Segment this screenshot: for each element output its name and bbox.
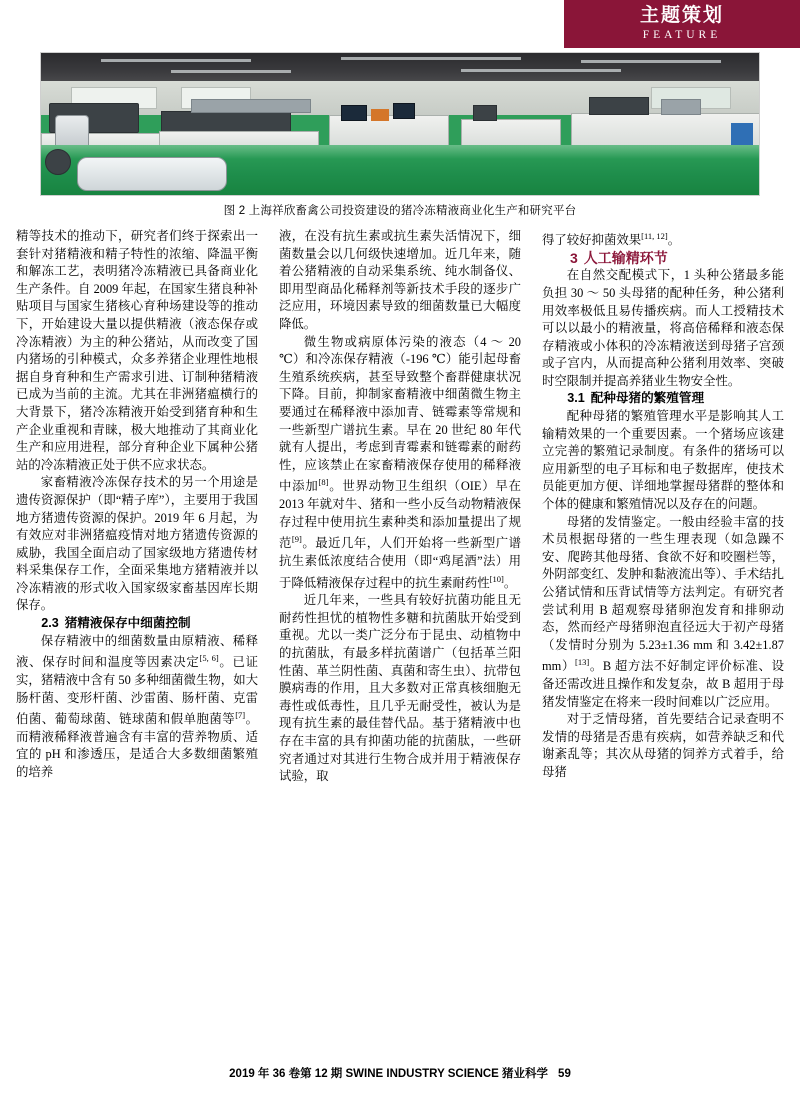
figure-block (40, 52, 760, 218)
section-title: 人工输精环节 (583, 249, 668, 266)
section-number: 2.3 (41, 616, 59, 631)
paragraph: 保存精液中的细菌数量由原精液、稀释液、保存时间和温度等因素决定[5, 6]。已证实，猪精液中含有 50 多种细菌微生物，如大肠杆菌、变形杆菌、沙雷菌、肠杆菌、克雷伯菌、葡萄球菌、链球菌和假单胞菌等[7]。而精液稀释液普遍含有丰富的营养物质、适宜的 pH 和渗透压，是适合大多数细菌繁殖的培养 (16, 633, 259, 780)
header-title-cn: 主题策划 (639, 5, 724, 27)
section-number: 3 (570, 249, 578, 266)
paragraph: 液，在没有抗生素或抗生素失活情况下，细菌数量会以几何级快速增加。近几年来，随着公猪精液的自动采集系统、纯水制备仪、即用型商品化稀释剂等新技术手段的逐步广泛应用，环境因素导致的细菌数量已大幅度降低。 (279, 229, 521, 331)
section-number: 3.1 (567, 391, 585, 406)
paragraph: 近几年来，一些具有较好抗菌功能且无耐药性担忧的植物性多糖和抗菌肽开始受到重视。尤以一类广泛分布于昆虫、动植物中的抗菌肽，有最多样抗菌谱广（包括革兰阳性菌、革兰阴性菌、真菌和寄生虫）、抗带包膜病毒的作用，且大多数对正常真核细胞无毒性或低毒性，且几乎无耐受性，被认为是现有抗生素的最佳替代品。基于猪精液中也存在丰富的具有抑菌功能的抗菌肽，一些研究者通过对其进行生物合成并用于精液保存试验，取 (279, 593, 521, 784)
paragraph: 得了较好抑菌效果[11, 12]。 (542, 231, 681, 248)
journal-info: 2019 年 36 卷第 12 期 SWINE INDUSTRY SCIENCE 猪业科学 (229, 1068, 549, 1080)
page-footer (0, 1065, 800, 1081)
section-heading-3 (542, 250, 784, 268)
article-columns (12, 228, 788, 1048)
section-heading-2-3 (16, 615, 258, 633)
lab-photo (40, 52, 760, 196)
column-1 (12, 228, 262, 1048)
paragraph: 母猪的发情鉴定。一般由经验丰富的技术员根据母猪的一些生理表现（如急躁不安、爬跨其他母猪、食欲不好和咬圈栏等，外阴部变红、发肿和黏液流出等）、手术结扎公猪试情和压背试情等方法判定。有研究者尝试利用 B 超观察母猪卵泡发育和排卵动态，然而经产母猪卵泡直径远大于初产母猪（发情时分别为 5.23±1.36 mm 和 3.42±1.87 mm）[13]。B 超方法不好制定评价标准、设备还需改进且操作和发复杂，故 B 超用于母猪发情鉴定在将来一段时间难以广泛应用。 (542, 514, 784, 709)
paragraph: 在自然交配模式下，1 头种公猪最多能负担 30 ～ 50 头母猪的配种任务，种公猪利用效率极低且易传播疾病。而人工授精技术可以以最小的精液量，将高倍稀释和液态保存精液或小体积的冷冻精液送到母猪子宫颈或子宫内，从而提高种公猪利用效率、突破时空限制并提高养猪业生物安全性。 (542, 268, 784, 388)
column-3 (538, 228, 788, 1048)
section-title: 配种母猪的繁殖管理 (590, 391, 705, 406)
page-number: 59 (558, 1068, 571, 1080)
section-heading-3-1 (542, 390, 784, 408)
paragraph: 精等技术的推动下，研究者们终于探索出一套针对猪精液和精子特性的浓缩、降温平衡和解冻工艺，表明猪冷冻精液已具备商业化生产条件。自 2009 年起，在国家生猪良种补贴项目与国家生猪核心育种场建设等的推动下，开始建设大量以提供精液（液态保存或冷冻精液）为主的种公猪站，从而改变了国内猪场的引种模式，众多养猪企业理性地根据自身育种和生产需求引进、订制种猪精液已成为当前的主流。尤其在非洲猪瘟横行的大背景下，猪冷冻精液开始受到猪育种和生产企业重视和青睐，极大地推动了其商业化生产和应用进程，部分育种企业下属种公猪站的冷冻精液正处于供不应求状态。 (16, 229, 258, 472)
figure-caption: 图 2 上海祥欣畜禽公司投资建设的猪冷冻精液商业化生产和研究平台 (223, 205, 577, 217)
paragraph: 家畜精液冷冻保存技术的另一个用途是遗传资源保护（即“精子库”），主要用于我国地方猪遗传资源的保护。2019 年 6 月起，为有效应对非洲猪瘟疫情对地方猪遗传资源的威胁，我国全面启动了国家级地方猪遗传材料采集保存工作，全面采集地方猪精液并以冷冻精液的形式收入国家级家畜基因库长期保存。 (16, 475, 258, 613)
paragraph: 对于乏情母猪，首先要结合记录查明不发情的母猪是否患有疾病，如营养缺乏和代谢紊乱等；其次从母猪的饲养方式着手，给母猪 (542, 712, 784, 780)
paragraph: 配种母猪的繁殖管理水平是影响其人工输精效果的一个重要因素。一个猪场应该建立完善的繁殖记录制度。有条件的猪场可以应用新型的电子耳标和电子数据库，使技术员能更加方便、详细地掌握母猪群的整体和个体的健康和繁殖情况以及存在的问题。 (542, 409, 784, 512)
section-title: 猪精液保存中细菌控制 (64, 616, 191, 631)
column-2 (275, 228, 525, 1048)
feature-header-banner (564, 0, 800, 48)
header-title-en: FEATURE (642, 28, 722, 41)
paragraph: 微生物或病原体污染的液态（4 ～ 20 ℃）和冷冻保存精液（-196 ℃）能引起母畜生殖系统疾病，甚至导致整个畜群健康状况下降。目前，抑制家畜精液中细菌微生物主要通过在稀释液中添加青、链霉素等常规和一些新型广谱抗生素。早在 20 世纪 80 年代就有人提出，考虑到青霉素和链霉素的耐药性，应该禁止在家畜精液保存使用的稀释液中添加[8]。世界动物卫生组织（OIE）早在 2013 年就对牛、猪和一些小反刍动物精液保存过程中使用抗生素种类和添加量提出了规范[9]。最近几年，人们开始将一些新型广谱抗生素低浓度结合使用（即“鸡尾酒”法）用于降低精液保存过程中的抗生素耐药性[10]。 (279, 334, 522, 590)
